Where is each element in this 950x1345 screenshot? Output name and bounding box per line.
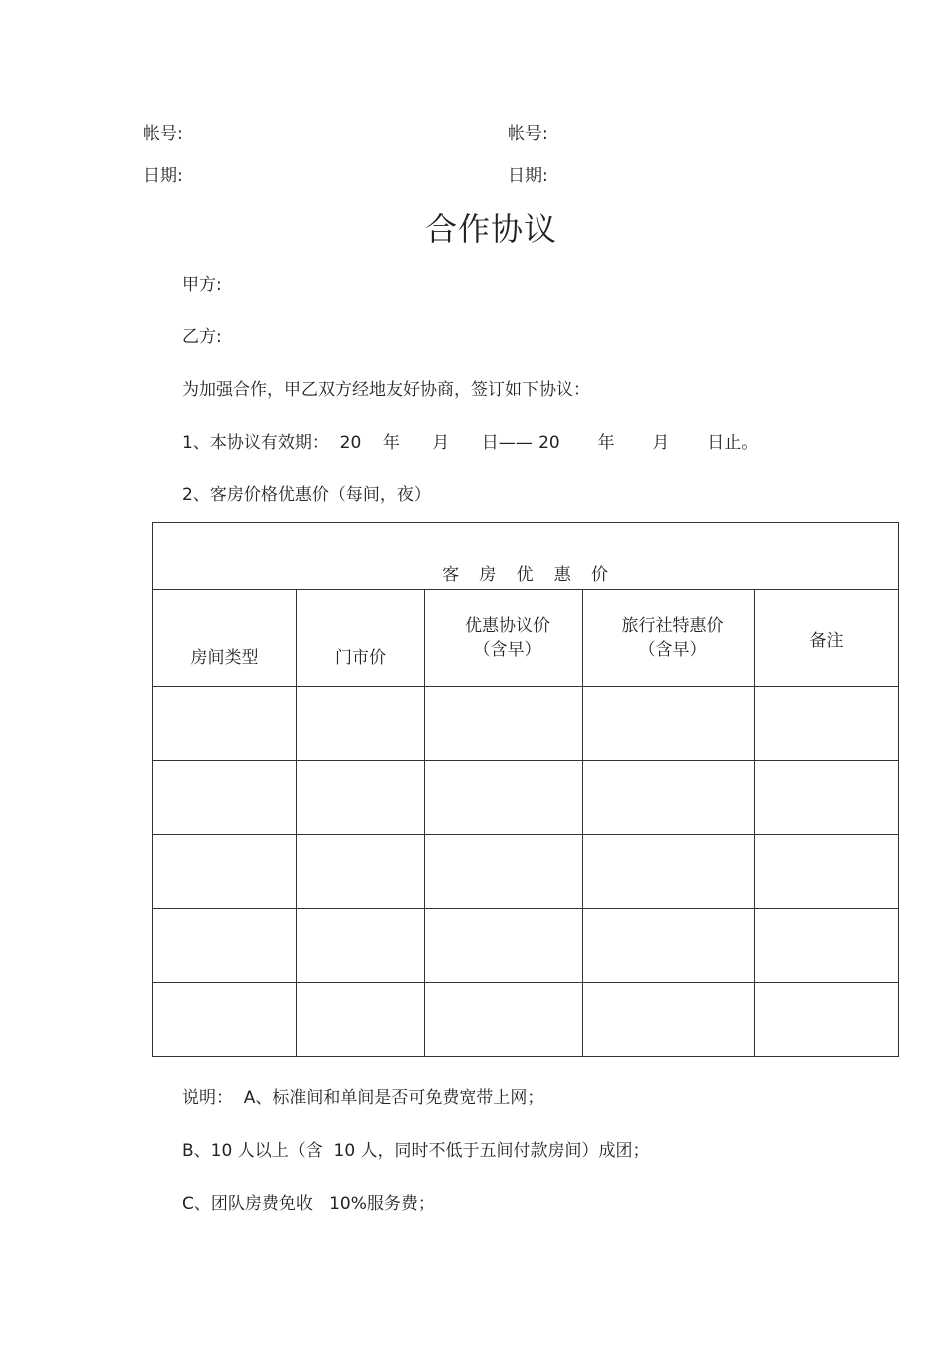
- party-a-label: 甲方:: [182, 275, 222, 295]
- header-agreement-rate-line2: （含早）: [473, 640, 542, 660]
- table-cell[interactable]: [297, 983, 425, 1057]
- table-cell[interactable]: [153, 687, 297, 761]
- header-agency-rate-line2: （含早）: [638, 640, 707, 660]
- table-cell[interactable]: [297, 909, 425, 983]
- clause-room-rates: 2、客房价格优惠价（每间，夜）: [182, 485, 431, 505]
- table-cell[interactable]: [583, 909, 755, 983]
- party-b-label: 乙方:: [182, 327, 222, 347]
- table-cell[interactable]: [583, 983, 755, 1057]
- table-cell[interactable]: [755, 835, 899, 909]
- header-remark: [755, 590, 899, 687]
- table-row: [153, 909, 899, 983]
- date-label-right: 日期:: [508, 166, 548, 186]
- clause-validity-period: 1、本协议有效期： 20 年 月 日—— 20 年 月 日止。: [182, 433, 759, 453]
- header-rack-rate: [297, 590, 425, 687]
- header-agreement-rate-line1: 优惠协议价: [465, 616, 550, 636]
- header-room-type-label: 房间类型: [190, 647, 259, 668]
- note-c: C、团队房费免收 10%服务费；: [182, 1194, 435, 1214]
- table-cell[interactable]: [297, 835, 425, 909]
- table-caption-cell: [153, 523, 899, 590]
- intro-paragraph: 为加强合作，甲乙双方经地友好协商，签订如下协议：: [182, 380, 590, 400]
- table-caption: 客 房 优 惠 价: [442, 565, 609, 585]
- table-cell[interactable]: [583, 761, 755, 835]
- table-cell[interactable]: [153, 983, 297, 1057]
- table-row: [153, 835, 899, 909]
- account-label-left: 帐号:: [143, 124, 183, 144]
- table-cell[interactable]: [153, 761, 297, 835]
- table-cell[interactable]: [755, 761, 899, 835]
- header-agency-rate-line1: 旅行社特惠价: [621, 616, 724, 636]
- header-rack-rate-label: 门市价: [335, 647, 386, 668]
- table-cell[interactable]: [425, 687, 583, 761]
- table-cell[interactable]: [425, 761, 583, 835]
- note-a: 说明： A、标准间和单间是否可免费宽带上网；: [182, 1088, 545, 1108]
- header-agency-rate: [583, 590, 755, 687]
- date-label-left: 日期:: [143, 166, 183, 186]
- room-rate-table: [152, 522, 899, 1057]
- account-label-right: 帐号:: [508, 124, 548, 144]
- table-cell[interactable]: [583, 835, 755, 909]
- header-room-type: [153, 590, 297, 687]
- note-b: B、10 人以上（含 10 人，同时不低于五间付款房间）成团；: [182, 1141, 650, 1161]
- table-row: [153, 761, 899, 835]
- table-cell[interactable]: [425, 835, 583, 909]
- header-agreement-rate: [425, 590, 583, 687]
- table-cell[interactable]: [297, 687, 425, 761]
- table-cell[interactable]: [755, 687, 899, 761]
- table-cell[interactable]: [583, 687, 755, 761]
- table-row: [153, 983, 899, 1057]
- table-cell[interactable]: [297, 761, 425, 835]
- table-cell[interactable]: [153, 909, 297, 983]
- table-cell[interactable]: [755, 909, 899, 983]
- table-cell[interactable]: [425, 909, 583, 983]
- header-remark-label: 备注: [809, 631, 844, 651]
- table-cell[interactable]: [153, 835, 297, 909]
- document-title: 合作协议: [425, 210, 558, 248]
- table-row: [153, 687, 899, 761]
- table-cell[interactable]: [425, 983, 583, 1057]
- table-cell[interactable]: [755, 983, 899, 1057]
